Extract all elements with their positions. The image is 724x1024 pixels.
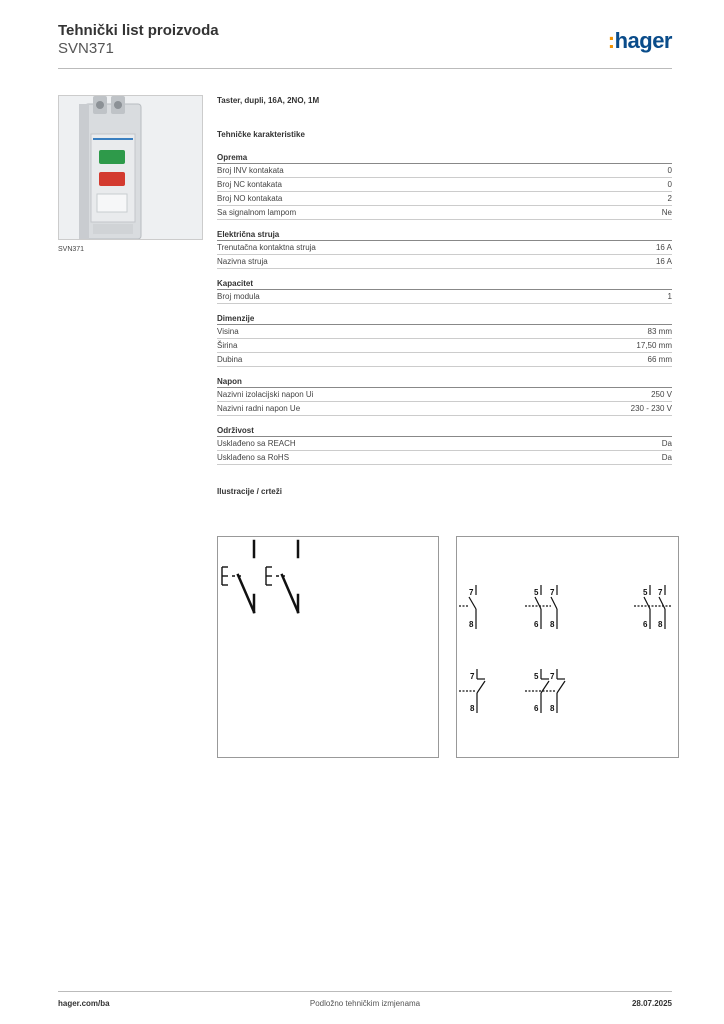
terminal-label-8: 8	[550, 704, 555, 713]
section-title: Tehničke karakteristike	[217, 130, 305, 139]
characteristic-row	[217, 353, 672, 367]
characteristics-groups	[217, 153, 672, 465]
group-title: Oprema	[217, 153, 672, 164]
terminal-label-6: 6	[643, 620, 648, 629]
characteristic-row	[217, 255, 672, 269]
group-title: Kapacitet	[217, 279, 672, 290]
characteristic-row	[217, 192, 672, 206]
characteristic-value: 0	[667, 166, 672, 175]
characteristic-value: 1	[667, 292, 672, 301]
characteristic-label: Nazivni izolacijski napon Ui	[217, 390, 314, 399]
characteristic-row	[217, 164, 672, 178]
characteristic-label: Sa signalnom lampom	[217, 208, 297, 217]
characteristic-label: Dubina	[217, 355, 243, 364]
terminal-label-8: 8	[658, 620, 663, 629]
characteristic-row	[217, 241, 672, 255]
illustration-wiring-symbols	[456, 536, 679, 758]
illustration-schematic	[217, 536, 439, 758]
terminal-label-6: 6	[534, 620, 539, 629]
characteristic-value: 17,50 mm	[636, 341, 672, 350]
characteristic-label: Visina	[217, 327, 239, 336]
characteristic-label: Usklađeno sa RoHS	[217, 453, 290, 462]
characteristic-label: Broj NO kontakata	[217, 194, 283, 203]
terminal-label-7: 7	[550, 672, 555, 681]
characteristic-row	[217, 388, 672, 402]
terminal-label-5: 5	[534, 672, 539, 681]
characteristic-row	[217, 206, 672, 220]
terminal-label-7: 7	[550, 588, 555, 597]
group-title: Električna struja	[217, 230, 672, 241]
wiring-symbols-drawing	[457, 537, 680, 759]
characteristic-value: 83 mm	[647, 327, 672, 336]
terminal-label-5: 5	[643, 588, 648, 597]
product-image	[58, 95, 203, 240]
terminal-label-8: 8	[550, 620, 555, 629]
characteristic-value: Ne	[661, 208, 672, 217]
characteristic-value: Da	[661, 453, 672, 462]
contact-symbol-drawing	[218, 537, 440, 759]
characteristic-row	[217, 290, 672, 304]
characteristic-label: Usklađeno sa REACH	[217, 439, 296, 448]
characteristics-group	[217, 153, 672, 220]
terminal-label-5: 5	[534, 588, 539, 597]
characteristic-label: Broj NC kontakata	[217, 180, 282, 189]
characteristic-label: Nazivni radni napon Ue	[217, 404, 301, 413]
characteristics-group	[217, 426, 672, 465]
characteristics-group	[217, 230, 672, 269]
hager-logo: :hager	[607, 28, 672, 53]
characteristic-value: 16 A	[655, 257, 672, 266]
characteristic-value: 250 V	[651, 390, 672, 399]
group-title: Dimenzije	[217, 314, 672, 325]
characteristic-label: Širina	[217, 341, 238, 350]
characteristic-value: 16 A	[655, 243, 672, 252]
characteristics-group	[217, 377, 672, 416]
terminal-label-8: 8	[470, 704, 475, 713]
group-title: Održivost	[217, 426, 672, 437]
terminal-label-6: 6	[534, 704, 539, 713]
footer-disclaimer: Podložno tehničkim izmjenama	[309, 999, 421, 1008]
characteristic-row	[217, 437, 672, 451]
terminal-label-8: 8	[469, 620, 474, 629]
illustrations-title: Ilustracije / crteži	[217, 487, 282, 496]
characteristic-value: 0	[667, 180, 672, 189]
characteristics-group	[217, 314, 672, 367]
characteristic-row	[217, 451, 672, 465]
characteristic-label: Nazivna struja	[217, 257, 268, 266]
characteristic-label: Broj modula	[217, 292, 260, 301]
push-button-device-illustration	[59, 96, 203, 240]
group-title: Napon	[217, 377, 672, 388]
footer-date: 28.07.2025	[631, 999, 672, 1008]
characteristic-row	[217, 325, 672, 339]
characteristic-label: Broj INV kontakata	[217, 166, 284, 175]
footer-website[interactable]: hager.com/ba	[58, 999, 110, 1008]
characteristic-value: 230 - 230 V	[630, 404, 672, 413]
characteristics-group	[217, 279, 672, 304]
characteristic-value: Da	[661, 439, 672, 448]
characteristic-value: 66 mm	[647, 355, 672, 364]
product-description: Taster, dupli, 16A, 2NO, 1M	[217, 96, 320, 105]
page-footer	[58, 991, 672, 1015]
characteristic-row	[217, 402, 672, 416]
characteristic-row	[217, 178, 672, 192]
technical-data	[217, 96, 672, 496]
characteristic-row	[217, 339, 672, 353]
terminal-label-7: 7	[470, 672, 475, 681]
page-title: Tehnički list proizvoda	[58, 22, 219, 39]
terminal-label-7: 7	[469, 588, 474, 597]
characteristic-value: 2	[667, 194, 672, 203]
product-image-caption: SVN371	[58, 246, 85, 253]
terminal-label-7: 7	[658, 588, 663, 597]
product-code: SVN371	[58, 40, 114, 57]
page-header	[58, 22, 672, 69]
characteristic-label: Trenutačna kontaktna struja	[217, 243, 316, 252]
